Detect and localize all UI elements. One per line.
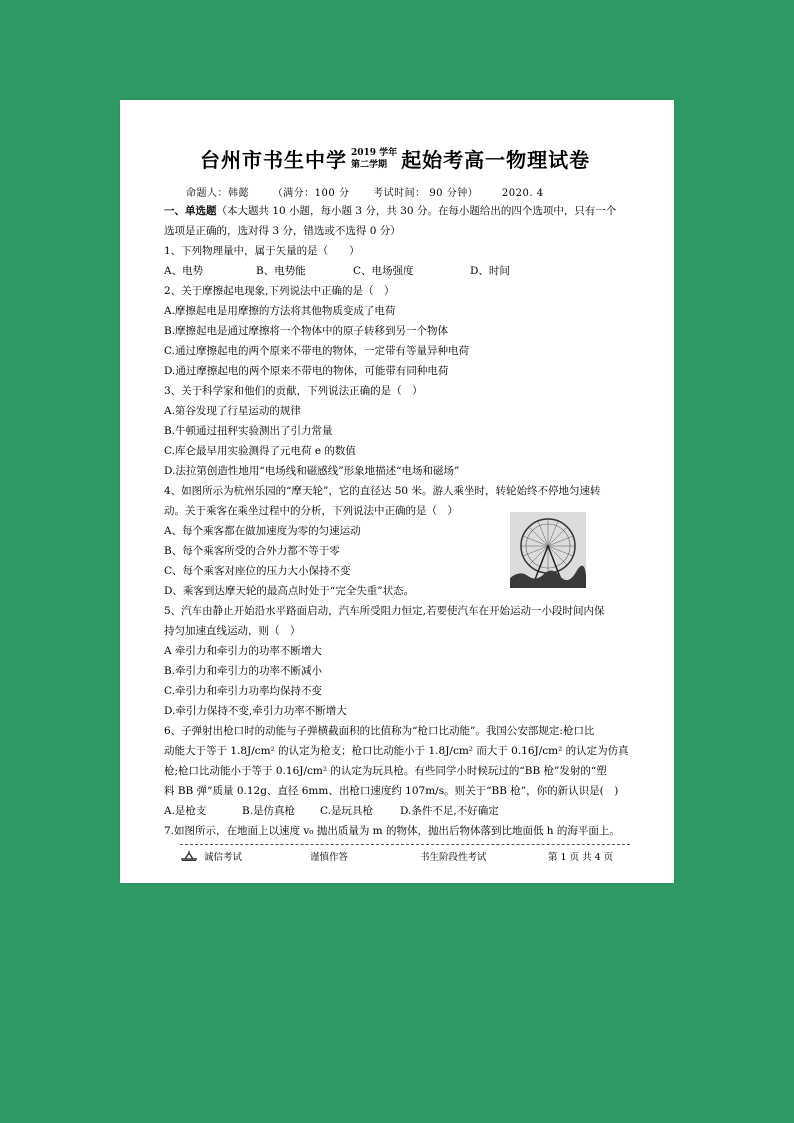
section-desc-2: 选项是正确的，选对得 3 分，错选或不选得 0 分） [164, 225, 401, 237]
q6-option-d: D.条件不足,不好确定 [400, 805, 499, 817]
school-logo-icon [180, 850, 198, 862]
q2-option-a: A.摩擦起电是用摩擦的方法将其他物质变成了电荷 [164, 305, 396, 317]
section-instructions [164, 204, 616, 218]
q4-option-d: D、乘客到达摩天轮的最高点时处于“完全失重”状态。 [164, 585, 415, 597]
q5-option-a: A 牵引力和牵引力的功率不断增大 [164, 645, 322, 657]
q6-line-4: 料 BB 弹”质量 0.12g、直径 6mm、出枪口速度约 107m/s。则关于“BB 枪”，你的新认识是( ) [164, 785, 619, 797]
q1-stem: 1、下列物理量中，属于矢量的是（ ） [164, 245, 360, 257]
q3-option-d: D.法拉第创造性地用“电场线和磁感线”形象地描述“电场和磁场” [164, 465, 460, 477]
footer-divider [180, 844, 630, 845]
q5-option-b: B.牵引力和牵引力的功率不断减小 [164, 665, 323, 677]
term-stack [351, 147, 397, 171]
q5-stem-2: 持匀加速直线运动，则（ ） [164, 625, 301, 637]
author: 命题人：韩懿 [186, 188, 249, 199]
q3-option-b: B.牛顿通过扭秤实验测出了引力常量 [164, 425, 333, 437]
q2-stem: 2、关于摩擦起电现象,下列说法中正确的是（ ） [164, 285, 395, 297]
exam-title [200, 144, 640, 173]
q5-stem-1: 5、汽车由静止开始沿水平路面启动，汽车所受阻力恒定,若要使汽车在开始运动一小段时间内保 [164, 605, 605, 617]
q1-options [164, 264, 510, 278]
q2-option-d: D.通过摩擦起电的两个原来不带电的物体，可能带有同种电荷 [164, 365, 449, 377]
q6-line-2: 动能大于等于 1.8J/cm² 的认定为枪支；枪口比动能小于 1.8J/cm² 而大于 0.16J/cm² 的认定为仿真 [164, 745, 629, 757]
q7-line-1: 7.如图所示，在地面上以速度 v₀ 抛出质量为 m 的物体，抛出后物体落到比地面低 h 的海平面上。 [164, 825, 620, 837]
exam-date: 2020. 4 [501, 188, 544, 199]
section-desc-1: （本大题共 10 小题，每小题 3 分，共 30 分。在每小题给出的四个选项中，只有一个 [216, 205, 617, 217]
exam-paper [120, 100, 674, 883]
q4-option-c: C、每个乘客对座位的压力大小保持不变 [164, 565, 351, 577]
q4-option-b: B、每个乘客所受的合外力都不等于零 [164, 545, 340, 557]
q2-option-c: C.通过摩擦起电的两个原来不带电的物体，一定带有等量异种电荷 [164, 345, 469, 357]
q6-options [164, 804, 499, 818]
footer-exam-name: 书生阶段性考试 [420, 852, 487, 863]
q4-stem-2: 动。关于乘客在乘坐过程中的分析，下列说法中正确的是（ ） [164, 505, 458, 517]
semester: 第二学期 [351, 159, 388, 170]
full-score: （满分：100 分 [272, 188, 350, 199]
q4-option-a: A、每个乘客都在做加速度为零的匀速运动 [164, 525, 361, 537]
school-year: 2019 学年 [351, 147, 398, 158]
q3-option-a: A.第谷发现了行星运动的规律 [164, 405, 301, 417]
q6-option-b: B.是仿真枪 [242, 805, 296, 817]
q1-option-a: A、电势 [164, 265, 204, 277]
footer-careful: 谨慎作答 [310, 852, 349, 863]
q6-line-3: 枪;枪口比动能小于等于 0.16J/cm² 的认定为玩具枪。有些同学小时候玩过的“BB 枪”发射的“塑 [164, 765, 607, 777]
page-number: 第 1 页 共 4 页 [548, 852, 614, 863]
q6-line-1: 6、子弹射出枪口时的动能与子弹横截面积的比值称为“枪口比动能”。我国公安部规定:枪口比 [164, 725, 595, 737]
q1-option-d: D、时间 [470, 265, 510, 277]
school-name: 台州市书生中学 [200, 148, 347, 172]
q3-option-c: C.库仑最早用实验测得了元电荷 e 的数值 [164, 445, 356, 457]
q2-option-b: B.摩擦起电是通过摩擦将一个物体中的原子转移到另一个物体 [164, 325, 449, 337]
footer-honesty: 诚信考试 [204, 852, 243, 863]
q1-option-c: C、电场强度 [353, 265, 414, 277]
q5-option-d: D.牵引力保持不变,牵引力功率不断增大 [164, 705, 347, 717]
q6-option-a: A.是枪支 [164, 805, 207, 817]
q5-option-c: C.牵引力和牵引力功率均保持不变 [164, 685, 322, 697]
section-heading: 一、单选题 [164, 205, 217, 217]
ferris-wheel-image [510, 512, 586, 588]
page-footer [180, 849, 630, 863]
q4-stem-1: 4、如图所示为杭州乐园的“摩天轮”，它的直径达 50 米。游人乘坐时，转轮始终不停地匀速转 [164, 485, 601, 497]
exam-meta [186, 184, 564, 199]
q6-option-c: C.是玩具枪 [320, 805, 373, 817]
exam-time: 考试时间： 90 分钟） [373, 188, 479, 199]
q1-option-b: B、电势能 [256, 265, 306, 277]
q3-stem: 3、关于科学家和他们的贡献，下列说法正确的是（ ） [164, 385, 423, 397]
exam-name: 起始考高一物理试卷 [401, 148, 591, 172]
